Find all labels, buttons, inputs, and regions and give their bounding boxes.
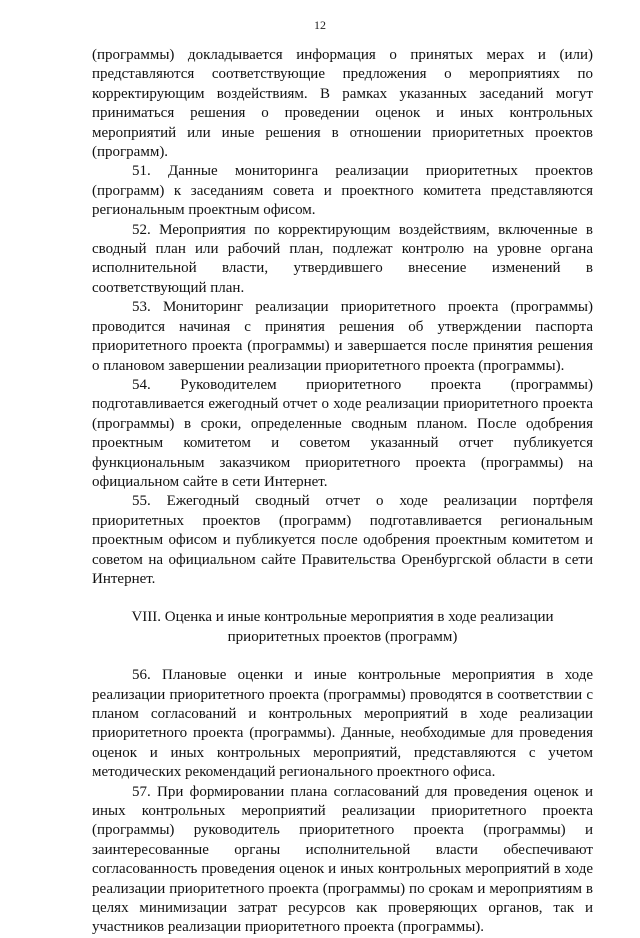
document-body bbox=[92, 46, 593, 938]
paragraph-57: 57. При формировании плана согласований для проведения оценок и иных контрольных мероприятий реализации приоритетного проекта (программы) руководитель приоритетного проекта (программы) и заинтересованные органы исполнительной власти обеспечивают согласованность проведения оценок и иных контрольных мероприятий в ходе реализации приоритетного проекта (программы) по срокам и мероприятиям в целях минимизации затрат ресурсов как проверяющих органов, так и участников реализации приоритетного проекта (программы). bbox=[92, 783, 593, 936]
paragraph-54: 54. Руководителем приоритетного проекта (программы) подготавливается ежегодный отчет о ходе реализации приоритетного проекта (программы) в сроки, определенные сводным планом. После одобрения проектным комитетом и советом указанный отчет публикуется функциональным заказчиком приоритетного проекта (программы) на официальном сайте в сети Интернет. bbox=[92, 376, 593, 490]
paragraph-55: 55. Ежегодный сводный отчет о ходе реализации портфеля приоритетных проектов (программ) подготавливается региональным проектным офисом и публикуется после одобрения проектным комитетом и советом на официальном сайте Правительства Оренбургской области в сети Интернет. bbox=[92, 493, 593, 587]
section-heading-line-1: VIII. Оценка и иные контрольные мероприятия в ходе реализации bbox=[131, 609, 554, 626]
paragraph-56: 56. Плановые оценки и иные контрольные мероприятия в ходе реализации приоритетного проекта (программы) проводятся в соответствии с планом согласований и контрольных мероприятий в ходе реализации приоритетного проекта (программы). Данные, необходимые для проведения оценок и иных контрольных мероприятий, представляются с учетом методических рекомендаций регионального проектного офиса. bbox=[92, 667, 593, 781]
section-heading bbox=[92, 608, 593, 647]
page-number: 12 bbox=[314, 18, 326, 32]
paragraph-continuation: (программы) докладывается информация о принятых мерах и (или) представляются соответствующие предложения о мероприятиях по корректирующим воздействиям. В рамках указанных заседаний могут приниматься решения о проведении оценок и иных контрольных мероприятий или иные решения в отношении приоритетных проектов (программ). bbox=[92, 47, 593, 161]
paragraph-53: 53. Мониторинг реализации приоритетного проекта (программы) проводится начиная с принятия решения об утверждении паспорта приоритетного проекта (программы) и завершается после принятия решения о плановом завершении реализации приоритетного проекта (программы). bbox=[92, 299, 593, 374]
paragraph-51: 51. Данные мониторинга реализации приоритетных проектов (программ) к заседаниям совета и проектного комитета представляются региональным проектным офисом. bbox=[92, 163, 593, 219]
paragraph-52: 52. Мероприятия по корректирующим воздействиям, включенные в сводный план или рабочий план, подлежат контролю на уровне органа исполнительной власти, утвердившего внесение изменений в соответствующий план. bbox=[92, 221, 593, 296]
section-heading-line-2: приоритетных проектов (программ) bbox=[227, 628, 458, 645]
